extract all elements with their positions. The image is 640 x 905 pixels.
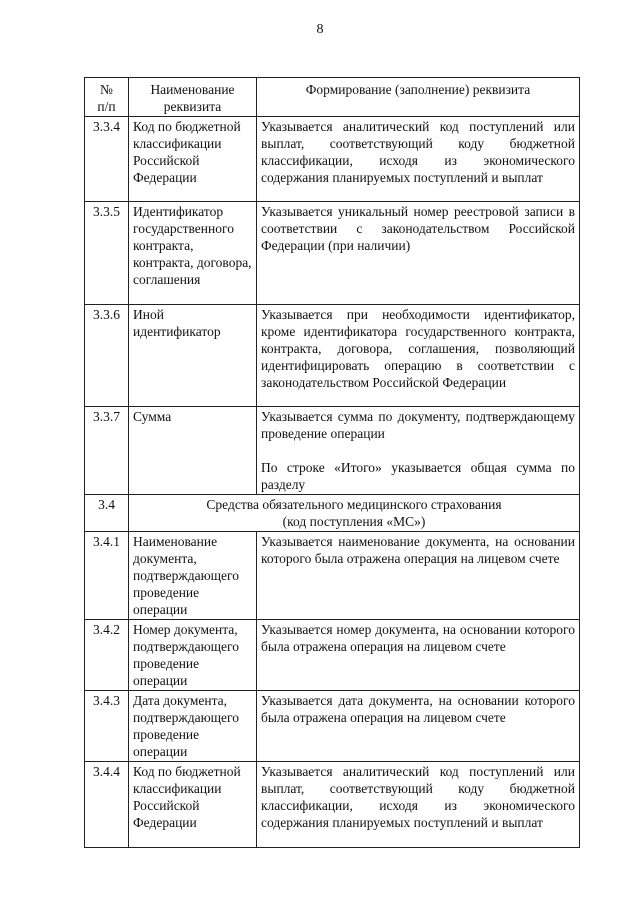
- header-formation: Формирование (заполнение) реквизита: [257, 78, 580, 117]
- table-row: [85, 532, 580, 620]
- row-number: 3.4.3: [85, 691, 129, 762]
- row-number: 3.4.2: [85, 620, 129, 691]
- row-number: 3.3.5: [85, 202, 129, 305]
- header-name-line1: Наименование: [150, 82, 235, 97]
- row-description: Указывается наименование документа, на основании которого была отражена операция на лицевом счете: [257, 532, 580, 620]
- row-description: Указывается номер документа, на основании которого была отражена операция на лицевом счете: [257, 620, 580, 691]
- header-number-line1: №: [100, 82, 113, 97]
- section-title-line2: (код поступления «МС»): [282, 514, 426, 529]
- row-description-paragraph: Указывается сумма по документу, подтверждающему проведение операции: [261, 409, 575, 441]
- row-description: Указывается дата документа, на основании которого была отражена операция на лицевом счете: [257, 691, 580, 762]
- row-description: [257, 407, 580, 495]
- table-row: [85, 762, 580, 848]
- row-name: Код по бюджетной классификации Российской Федерации: [129, 762, 257, 848]
- row-number: 3.3.7: [85, 407, 129, 495]
- header-name-line2: реквизита: [163, 99, 222, 114]
- row-number: 3.3.6: [85, 305, 129, 407]
- row-description: Указывается аналитический код поступлений или выплат, соответствующий коду бюджетной классификации, исходя из экономического содержания планируемых поступлений и выплат: [257, 117, 580, 202]
- row-name: Иной идентификатор: [129, 305, 257, 407]
- header-name: [129, 78, 257, 117]
- table-row: [85, 691, 580, 762]
- header-number: [85, 78, 129, 117]
- row-name: Сумма: [129, 407, 257, 495]
- row-description: Указывается при необходимости идентификатор, кроме идентификатора государственного контракта, контракта, договора, соглашения, позволяющий идентифицировать операцию в соответствии с законодательством Российской Федерации: [257, 305, 580, 407]
- table-header-row: [85, 78, 580, 117]
- section-number: 3.4: [85, 495, 129, 532]
- section-row: [85, 495, 580, 532]
- table-row: [85, 407, 580, 495]
- page-number: 8: [316, 22, 324, 37]
- table-row: [85, 117, 580, 202]
- row-description: Указывается аналитический код поступлений или выплат, соответствующий коду бюджетной классификации, исходя из экономического содержания планируемых поступлений и выплат: [257, 762, 580, 848]
- row-name: Наименование документа, подтверждающего проведение операции: [129, 532, 257, 620]
- table-row: [85, 305, 580, 407]
- row-number: 3.4.1: [85, 532, 129, 620]
- row-name: Идентификатор государственного контракта, контракта, договора, соглашения: [129, 202, 257, 305]
- header-number-line2: п/п: [97, 99, 116, 114]
- row-name: Номер документа, подтверждающего проведение операции: [129, 620, 257, 691]
- row-name: Дата документа, подтверждающего проведение операции: [129, 691, 257, 762]
- row-description-paragraph: По строке «Итого» указывается общая сумма по разделу: [261, 460, 575, 492]
- row-number: 3.4.4: [85, 762, 129, 848]
- table-row: [85, 202, 580, 305]
- requisites-table: [84, 77, 580, 848]
- row-name: Код по бюджетной классификации Российской Федерации: [129, 117, 257, 202]
- section-title-line1: Средства обязательного медицинского страхования: [206, 497, 502, 512]
- section-title: [129, 495, 580, 532]
- table-row: [85, 620, 580, 691]
- row-description: Указывается уникальный номер реестровой записи в соответствии с законодательством Российской Федерации (при наличии): [257, 202, 580, 305]
- row-number: 3.3.4: [85, 117, 129, 202]
